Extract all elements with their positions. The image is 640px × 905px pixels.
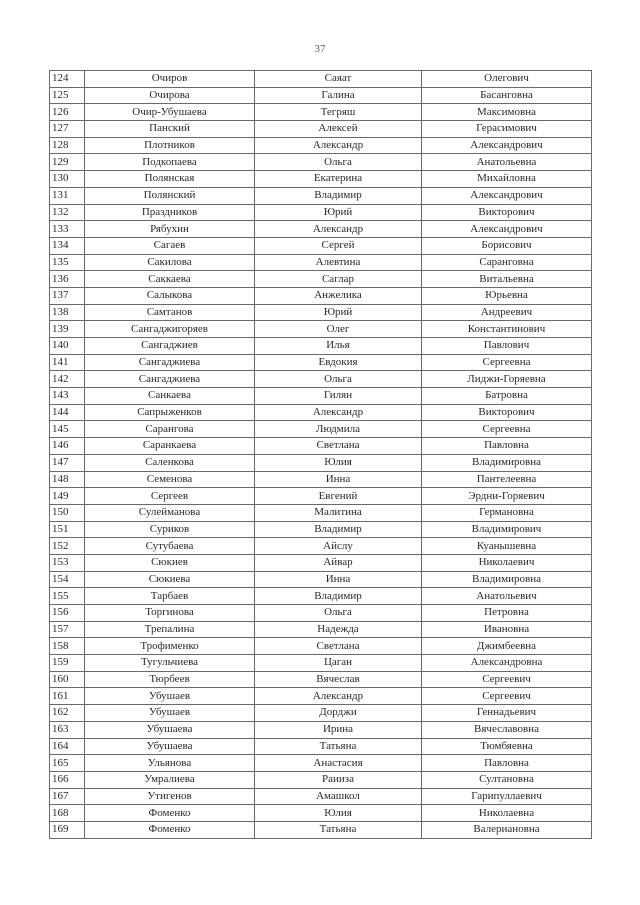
patronymic-cell: Анатольевна <box>422 154 592 171</box>
patronymic-cell: Германовна <box>422 504 592 521</box>
first-name-cell: Сергей <box>255 237 422 254</box>
first-name-cell: Александр <box>255 404 422 421</box>
first-name-cell: Саглар <box>255 271 422 288</box>
patronymic-cell: Викторович <box>422 204 592 221</box>
first-name-cell: Олег <box>255 321 422 338</box>
row-number-cell: 162 <box>50 705 85 722</box>
surname-cell: Полянский <box>85 187 255 204</box>
row-number-cell: 148 <box>50 471 85 488</box>
table-row <box>50 204 592 221</box>
table-row <box>50 621 592 638</box>
patronymic-cell: Ивановна <box>422 621 592 638</box>
first-name-cell: Анжелика <box>255 287 422 304</box>
surname-cell: Подкопаева <box>85 154 255 171</box>
surname-cell: Сулейманова <box>85 504 255 521</box>
patronymic-cell: Вячеславовна <box>422 721 592 738</box>
surname-cell: Торгинова <box>85 605 255 622</box>
patronymic-cell: Владимировна <box>422 571 592 588</box>
first-name-cell: Саяат <box>255 71 422 88</box>
table-row <box>50 771 592 788</box>
surname-cell: Саккаева <box>85 271 255 288</box>
patronymic-cell: Александрович <box>422 221 592 238</box>
row-number-cell: 126 <box>50 104 85 121</box>
surname-cell: Самтанов <box>85 304 255 321</box>
surname-cell: Тарбаев <box>85 588 255 605</box>
surname-cell: Сергеев <box>85 488 255 505</box>
row-number-cell: 140 <box>50 338 85 355</box>
table-row <box>50 571 592 588</box>
patronymic-cell: Куанышевна <box>422 538 592 555</box>
row-number-cell: 146 <box>50 438 85 455</box>
table-row <box>50 671 592 688</box>
table-row <box>50 688 592 705</box>
surname-cell: Сангаджиева <box>85 354 255 371</box>
surname-cell: Семенова <box>85 471 255 488</box>
table-row <box>50 538 592 555</box>
table-row <box>50 137 592 154</box>
first-name-cell: Светлана <box>255 438 422 455</box>
row-number-cell: 157 <box>50 621 85 638</box>
row-number-cell: 163 <box>50 721 85 738</box>
first-name-cell: Евдокия <box>255 354 422 371</box>
first-name-cell: Владимир <box>255 187 422 204</box>
table-row <box>50 87 592 104</box>
patronymic-cell: Саранговна <box>422 254 592 271</box>
patronymic-cell: Александровна <box>422 655 592 672</box>
table-row <box>50 504 592 521</box>
surname-cell: Рябухин <box>85 221 255 238</box>
table-row <box>50 104 592 121</box>
patronymic-cell: Павлович <box>422 338 592 355</box>
table-row <box>50 638 592 655</box>
patronymic-cell: Юрьевна <box>422 287 592 304</box>
row-number-cell: 145 <box>50 421 85 438</box>
row-number-cell: 131 <box>50 187 85 204</box>
patronymic-cell: Викторович <box>422 404 592 421</box>
row-number-cell: 166 <box>50 771 85 788</box>
row-number-cell: 165 <box>50 755 85 772</box>
table-row <box>50 271 592 288</box>
first-name-cell: Юлия <box>255 454 422 471</box>
surname-cell: Очир-Убушаева <box>85 104 255 121</box>
surname-cell: Утигенов <box>85 788 255 805</box>
first-name-cell: Юрий <box>255 204 422 221</box>
table-row <box>50 805 592 822</box>
surname-cell: Сюкиев <box>85 554 255 571</box>
surname-cell: Сарангова <box>85 421 255 438</box>
patronymic-cell: Владимировна <box>422 454 592 471</box>
page-number: 37 <box>314 43 326 55</box>
patronymic-cell: Михайловна <box>422 171 592 188</box>
row-number-cell: 156 <box>50 605 85 622</box>
surname-cell: Панский <box>85 121 255 138</box>
patronymic-cell: Валериановна <box>422 821 592 838</box>
row-number-cell: 149 <box>50 488 85 505</box>
patronymic-cell: Николаевич <box>422 554 592 571</box>
table-row <box>50 554 592 571</box>
surname-cell: Сагаев <box>85 237 255 254</box>
patronymic-cell: Павловна <box>422 438 592 455</box>
patronymic-cell: Сергеевна <box>422 421 592 438</box>
table-row <box>50 171 592 188</box>
row-number-cell: 159 <box>50 655 85 672</box>
first-name-cell: Евгений <box>255 488 422 505</box>
first-name-cell: Инна <box>255 571 422 588</box>
row-number-cell: 133 <box>50 221 85 238</box>
row-number-cell: 155 <box>50 588 85 605</box>
surname-cell: Сапрыженков <box>85 404 255 421</box>
row-number-cell: 151 <box>50 521 85 538</box>
table-row <box>50 488 592 505</box>
surname-cell: Трепалина <box>85 621 255 638</box>
first-name-cell: Ольга <box>255 605 422 622</box>
row-number-cell: 158 <box>50 638 85 655</box>
row-number-cell: 160 <box>50 671 85 688</box>
table-row <box>50 154 592 171</box>
first-name-cell: Ольга <box>255 371 422 388</box>
surname-cell: Очирова <box>85 87 255 104</box>
row-number-cell: 143 <box>50 388 85 405</box>
row-number-cell: 137 <box>50 287 85 304</box>
table-row <box>50 121 592 138</box>
first-name-cell: Ирина <box>255 721 422 738</box>
surname-cell: Сангаджиев <box>85 338 255 355</box>
surname-cell: Плотников <box>85 137 255 154</box>
table-row <box>50 221 592 238</box>
patronymic-cell: Тюмбяевна <box>422 738 592 755</box>
surname-cell: Сангаджиева <box>85 371 255 388</box>
table-row <box>50 421 592 438</box>
row-number-cell: 141 <box>50 354 85 371</box>
patronymic-cell: Олегович <box>422 71 592 88</box>
first-name-cell: Татьяна <box>255 738 422 755</box>
patronymic-cell: Андреевич <box>422 304 592 321</box>
first-name-cell: Татьяна <box>255 821 422 838</box>
table-row <box>50 521 592 538</box>
first-name-cell: Екатерина <box>255 171 422 188</box>
row-number-cell: 147 <box>50 454 85 471</box>
surname-cell: Суриков <box>85 521 255 538</box>
row-number-cell: 138 <box>50 304 85 321</box>
first-name-cell: Алексей <box>255 121 422 138</box>
surname-cell: Трофименко <box>85 638 255 655</box>
surname-cell: Полянская <box>85 171 255 188</box>
patronymic-cell: Александрович <box>422 137 592 154</box>
table-row <box>50 788 592 805</box>
surname-cell: Сангаджигоряев <box>85 321 255 338</box>
surname-cell: Убушаев <box>85 688 255 705</box>
table-row <box>50 304 592 321</box>
patronymic-cell: Сергеевич <box>422 688 592 705</box>
first-name-cell: Алевтина <box>255 254 422 271</box>
patronymic-cell: Сергеевич <box>422 671 592 688</box>
first-name-cell: Александр <box>255 137 422 154</box>
surname-cell: Саленкова <box>85 454 255 471</box>
first-name-cell: Юлия <box>255 805 422 822</box>
first-name-cell: Вячеслав <box>255 671 422 688</box>
table-row <box>50 354 592 371</box>
patronymic-cell: Герасимович <box>422 121 592 138</box>
first-name-cell: Ольга <box>255 154 422 171</box>
first-name-cell: Людмила <box>255 421 422 438</box>
surname-cell: Фоменко <box>85 821 255 838</box>
row-number-cell: 150 <box>50 504 85 521</box>
first-name-cell: Владимир <box>255 588 422 605</box>
row-number-cell: 128 <box>50 137 85 154</box>
surname-cell: Ульянова <box>85 755 255 772</box>
roster-table-body <box>50 71 592 839</box>
patronymic-cell: Басанговна <box>422 87 592 104</box>
table-row <box>50 721 592 738</box>
patronymic-cell: Владимирович <box>422 521 592 538</box>
patronymic-cell: Джимбеевна <box>422 638 592 655</box>
row-number-cell: 136 <box>50 271 85 288</box>
first-name-cell: Александр <box>255 221 422 238</box>
row-number-cell: 132 <box>50 204 85 221</box>
table-row <box>50 821 592 838</box>
surname-cell: Умралиева <box>85 771 255 788</box>
patronymic-cell: Николаевна <box>422 805 592 822</box>
table-row <box>50 287 592 304</box>
patronymic-cell: Павловна <box>422 755 592 772</box>
table-row <box>50 605 592 622</box>
row-number-cell: 161 <box>50 688 85 705</box>
patronymic-cell: Анатольевич <box>422 588 592 605</box>
first-name-cell: Айвар <box>255 554 422 571</box>
patronymic-cell: Лиджи-Горяевна <box>422 371 592 388</box>
row-number-cell: 153 <box>50 554 85 571</box>
table-row <box>50 187 592 204</box>
patronymic-cell: Петровна <box>422 605 592 622</box>
row-number-cell: 142 <box>50 371 85 388</box>
patronymic-cell: Витальевна <box>422 271 592 288</box>
table-row <box>50 705 592 722</box>
row-number-cell: 152 <box>50 538 85 555</box>
table-row <box>50 371 592 388</box>
surname-cell: Убушаев <box>85 705 255 722</box>
patronymic-cell: Султановна <box>422 771 592 788</box>
surname-cell: Убушаева <box>85 738 255 755</box>
row-number-cell: 124 <box>50 71 85 88</box>
surname-cell: Очиров <box>85 71 255 88</box>
table-row <box>50 71 592 88</box>
first-name-cell: Анастасия <box>255 755 422 772</box>
surname-cell: Убушаева <box>85 721 255 738</box>
surname-cell: Сакилова <box>85 254 255 271</box>
first-name-cell: Владимир <box>255 521 422 538</box>
surname-cell: Салыкова <box>85 287 255 304</box>
surname-cell: Санкаева <box>85 388 255 405</box>
patronymic-cell: Пантелеевна <box>422 471 592 488</box>
first-name-cell: Александр <box>255 688 422 705</box>
first-name-cell: Надежда <box>255 621 422 638</box>
surname-cell: Саранкаева <box>85 438 255 455</box>
first-name-cell: Амашкол <box>255 788 422 805</box>
row-number-cell: 134 <box>50 237 85 254</box>
row-number-cell: 129 <box>50 154 85 171</box>
row-number-cell: 167 <box>50 788 85 805</box>
patronymic-cell: Сергеевна <box>422 354 592 371</box>
row-number-cell: 125 <box>50 87 85 104</box>
row-number-cell: 135 <box>50 254 85 271</box>
table-row <box>50 454 592 471</box>
first-name-cell: Юрий <box>255 304 422 321</box>
row-number-cell: 164 <box>50 738 85 755</box>
table-row <box>50 404 592 421</box>
patronymic-cell: Борисович <box>422 237 592 254</box>
table-row <box>50 588 592 605</box>
roster-table <box>49 70 592 839</box>
first-name-cell: Тегряш <box>255 104 422 121</box>
patronymic-cell: Константинович <box>422 321 592 338</box>
first-name-cell: Светлана <box>255 638 422 655</box>
patronymic-cell: Батровна <box>422 388 592 405</box>
surname-cell: Сутубаева <box>85 538 255 555</box>
patronymic-cell: Максимовна <box>422 104 592 121</box>
first-name-cell: Дорджи <box>255 705 422 722</box>
first-name-cell: Раииза <box>255 771 422 788</box>
table-row <box>50 438 592 455</box>
row-number-cell: 139 <box>50 321 85 338</box>
table-row <box>50 338 592 355</box>
first-name-cell: Инна <box>255 471 422 488</box>
first-name-cell: Илья <box>255 338 422 355</box>
surname-cell: Праздников <box>85 204 255 221</box>
row-number-cell: 127 <box>50 121 85 138</box>
patronymic-cell: Эрдни-Горяевич <box>422 488 592 505</box>
table-row <box>50 755 592 772</box>
row-number-cell: 130 <box>50 171 85 188</box>
patronymic-cell: Александрович <box>422 187 592 204</box>
row-number-cell: 168 <box>50 805 85 822</box>
first-name-cell: Галина <box>255 87 422 104</box>
first-name-cell: Цаган <box>255 655 422 672</box>
table-row <box>50 388 592 405</box>
surname-cell: Тугульчиева <box>85 655 255 672</box>
table-row <box>50 738 592 755</box>
surname-cell: Фоменко <box>85 805 255 822</box>
patronymic-cell: Гарипуллаевич <box>422 788 592 805</box>
first-name-cell: Гилян <box>255 388 422 405</box>
row-number-cell: 144 <box>50 404 85 421</box>
table-row <box>50 321 592 338</box>
surname-cell: Тюрбеев <box>85 671 255 688</box>
first-name-cell: Малитина <box>255 504 422 521</box>
surname-cell: Сюкиева <box>85 571 255 588</box>
first-name-cell: Айслу <box>255 538 422 555</box>
table-row <box>50 237 592 254</box>
table-row <box>50 254 592 271</box>
table-row <box>50 655 592 672</box>
table-row <box>50 471 592 488</box>
patronymic-cell: Геннадьевич <box>422 705 592 722</box>
row-number-cell: 169 <box>50 821 85 838</box>
row-number-cell: 154 <box>50 571 85 588</box>
